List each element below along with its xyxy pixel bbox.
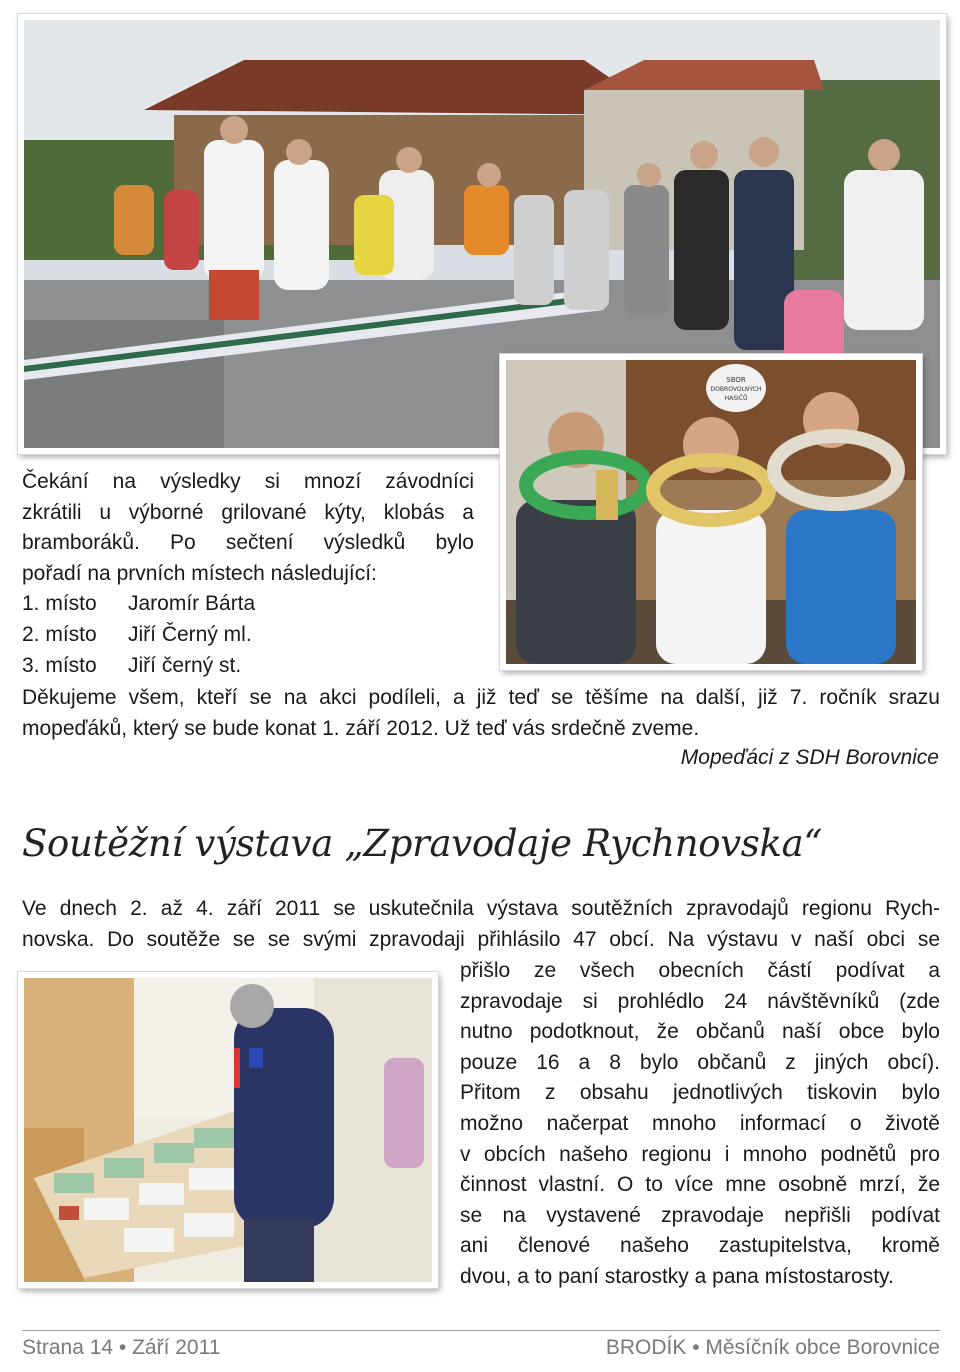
thanks-line: mopeďáků, který se bude konat 1. září 2012. Už teď vás srdečně zveme. [22, 716, 700, 740]
result-name: Jiří černý st. [128, 653, 242, 677]
result-place: 2. místo [22, 622, 97, 646]
intro-line: Čekání na výsledky si mnozí závodníci [22, 470, 474, 493]
body-line: se na vystavené zpravodaje nepřišli podívat [460, 1203, 940, 1227]
body-line: novska. Do soutěže se se svými zpravodaji přihlásilo 47 obcí. Na výstavu v naší obci se [22, 927, 940, 951]
footer-divider [22, 1330, 940, 1331]
result-place: 1. místo [22, 592, 97, 616]
article1-intro [22, 467, 474, 681]
article2-full-lines [22, 894, 940, 955]
article1-signature: Mopeďáci z SDH Borovnice [680, 746, 939, 769]
thanks-line: Děkujeme všem, kteří se na akci podíleli, a již teď se těšíme na další, již 7. ročník srazu [22, 686, 940, 709]
body-line: Ve dnech 2. až 4. září 2011 se uskutečnila výstava soutěžních zpravodajů regionu Rych- [22, 897, 940, 920]
result-name: Jiří Černý ml. [128, 622, 252, 646]
result-row [22, 589, 474, 620]
intro-line: pořadí na prvních místech následující: [22, 561, 377, 585]
body-line: přišlo ze všech obecních částí podívat a [460, 959, 940, 982]
article1-thanks [22, 683, 940, 744]
body-line: činnost vlastní. O to více mne osobně mrzí, že [460, 1173, 940, 1197]
photo-exhibition [18, 972, 438, 1288]
article2-side-lines [460, 956, 940, 1293]
article2-heading: Soutěžní výstava „Zpravodaje Rychnovska“ [22, 822, 822, 865]
intro-line: bramboráků. Po sečtení výsledků bylo [22, 531, 474, 555]
body-line: možno načerpat mnoho informací o životě [460, 1111, 940, 1135]
footer-left: Strana 14 • Září 2011 [22, 1336, 221, 1359]
result-row [22, 620, 474, 651]
sign-line-2: DOBROVOLNÝCH [710, 386, 762, 393]
photo-winners [500, 354, 922, 670]
footer-right: BRODÍK • Měsíčník obce Borovnice [605, 1336, 940, 1359]
sign-line-3: HASIČŮ [724, 395, 748, 402]
body-line: v obcích našeho regionu i mnoho podnětů pro [460, 1142, 940, 1166]
intro-line: zkrátili u výborné grilované kýty, klobás a [22, 500, 474, 524]
result-row [22, 651, 474, 682]
body-line: Přitom z obsahu jednotlivých tiskovin bylo [460, 1081, 940, 1105]
body-line: dvou, a to paní starostky a pana místostarosty. [460, 1264, 894, 1288]
body-line: zpravodaje si prohlédlo 24 návštěvníků (zde [460, 989, 940, 1013]
result-place: 3. místo [22, 653, 97, 677]
body-line: nutno podotknout, že občanů naší obce bylo [460, 1020, 940, 1044]
body-line: pouze 16 a 8 bylo občanů z jiných obcí). [460, 1050, 940, 1074]
body-line: ani členové našeho zastupitelstva, kromě [460, 1234, 940, 1258]
sign-line-1: SBOR [726, 376, 746, 384]
result-name: Jaromír Bárta [128, 592, 256, 616]
